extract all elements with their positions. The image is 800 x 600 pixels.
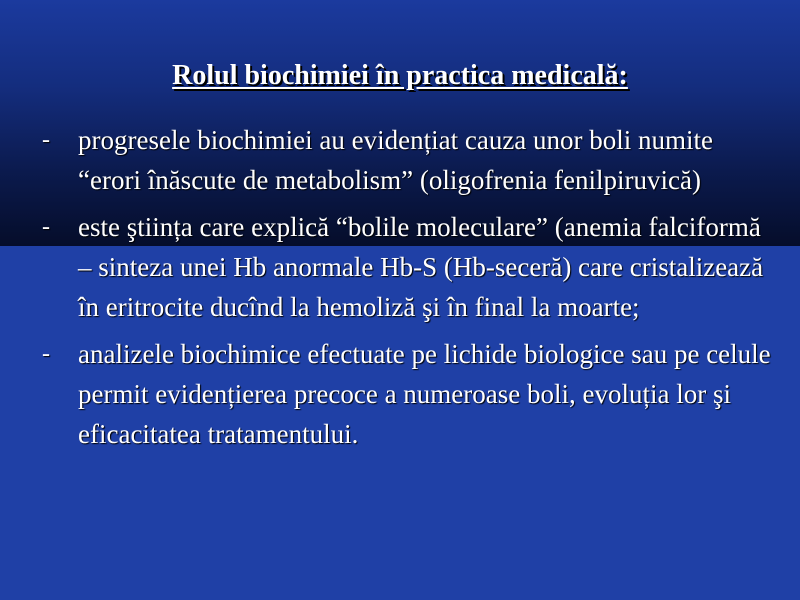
bullet-list xyxy=(40,120,780,454)
bullet-item xyxy=(40,334,780,454)
bullet-text: este ştiința care explică “bolile moleculare” (anemia falciformă – sinteza unei Hb anormale Hb-S (Hb-seceră) care cristalizează în eritrocite ducînd la hemoliză şi în final la moarte; xyxy=(78,212,764,322)
bullet-item xyxy=(40,207,780,327)
dash-bullet-icon: - xyxy=(42,214,50,240)
dash-bullet-icon: - xyxy=(42,341,50,367)
slide-title: Rolul biochimiei în practica medicală: xyxy=(172,60,628,91)
dash-bullet-icon: - xyxy=(42,127,50,153)
bullet-text: progresele biochimiei au evidențiat cauza unor boli numite “erori înăscute de metabolism” (oligofrenia fenilpiruvică) xyxy=(78,125,714,195)
bullet-item xyxy=(40,120,780,200)
bullet-text: analizele biochimice efectuate pe lichide biologice sau pe celule permit evidențierea precoce a numeroase boli, evoluția lor şi eficacitatea tratamentului. xyxy=(78,339,771,449)
